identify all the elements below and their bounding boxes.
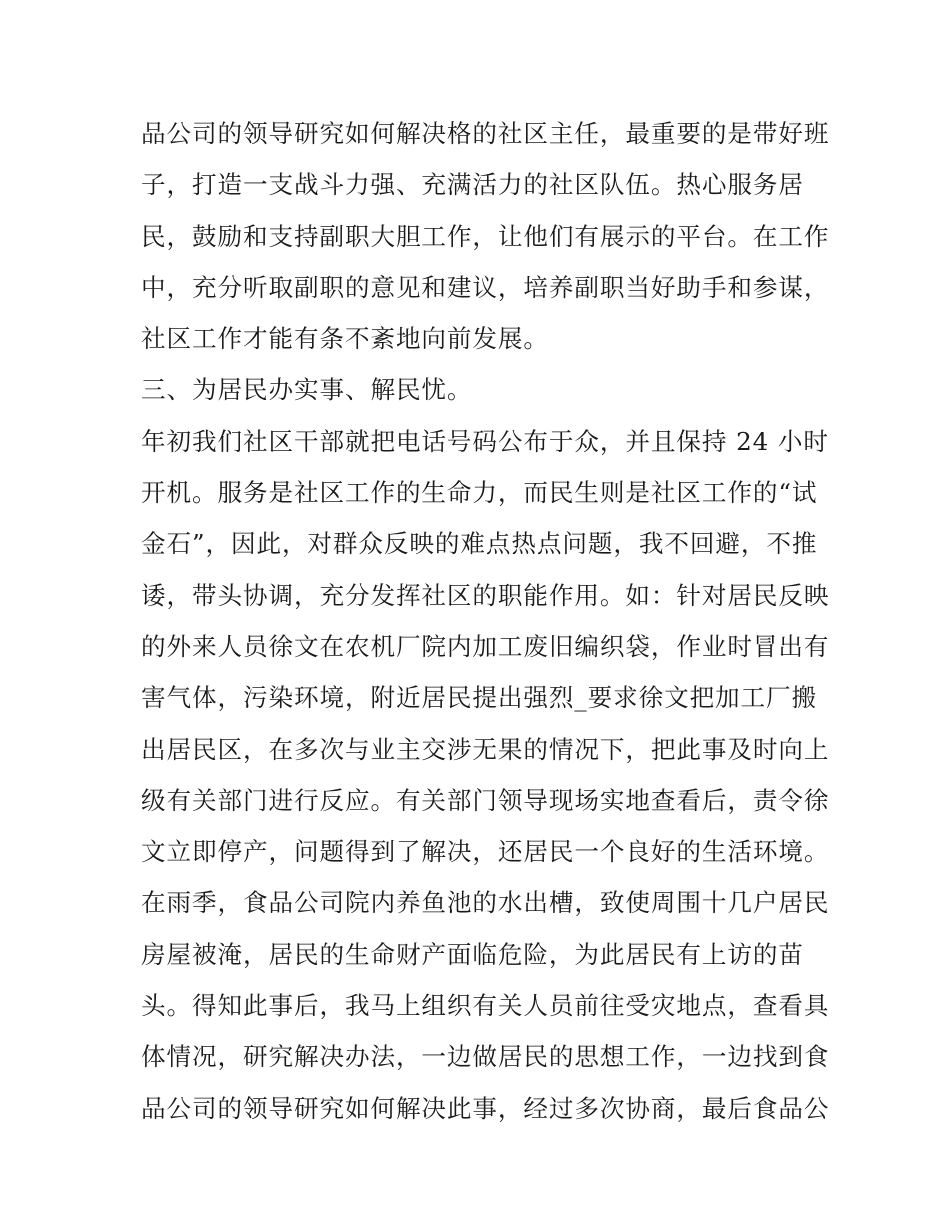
text-line: 开机。服务是社区工作的生命力，而民生则是社区工作的“试: [141, 478, 818, 508]
text-line: 民，鼓励和支持副职大胆工作，让他们有展示的平台。在工作: [141, 221, 830, 251]
text-line: 年初我们社区干部就把电话号码公布于众，并且保持 24 小时: [141, 426, 829, 456]
text-line: 级有关部门进行反应。有关部门领导现场实地查看后，责令徐: [141, 785, 830, 815]
text-line: 出居民区，在多次与业主交涉无果的情况下，把此事及时向上: [141, 734, 830, 764]
text-line: 体情况，研究解决办法，一边做居民的思想工作，一边找到食: [141, 1042, 830, 1072]
section-heading: 三、为居民办实事、解民忧。: [141, 375, 473, 405]
text-line: 在雨季，食品公司院内养鱼池的水出槽，致使周围十几户居民: [141, 888, 830, 918]
text-line: 品公司的领导研究如何解决格的社区主任，最重要的是带好班: [141, 119, 830, 148]
text-line: 诿，带头协调，充分发挥社区的职能作用。如：针对居民反映: [141, 580, 830, 610]
text-line: 金石”，因此，对群众反映的难点热点问题，我不回避，不推: [141, 529, 818, 559]
text-line: 的外来人员徐文在农机厂院内加工废旧编织袋，作业时冒出有: [141, 631, 830, 661]
text-line: 品公司的领导研究如何解决此事，经过多次协商，最后食品公: [141, 1093, 830, 1123]
text-line: 头。得知此事后，我马上组织有关人员前往受灾地点，查看具: [141, 991, 830, 1021]
text-line: 害气体，污染环境，附近居民提出强烈_要求徐文把加工厂搬: [141, 683, 818, 713]
text-line: 房屋被淹，居民的生命财产面临危险，为此居民有上访的苗: [141, 939, 804, 969]
text-line: 文立即停产，问题得到了解决，还居民一个良好的生活环境。: [141, 837, 830, 867]
body-text: [141, 108, 830, 1134]
text-line: 中，充分听取副职的意见和建议，培养副职当好助手和参谋，: [141, 272, 830, 302]
text-line: 社区工作才能有条不紊地向前发展。: [141, 324, 549, 354]
text-line: 子，打造一支战斗力强、充满活力的社区队伍。热心服务居: [141, 170, 804, 200]
